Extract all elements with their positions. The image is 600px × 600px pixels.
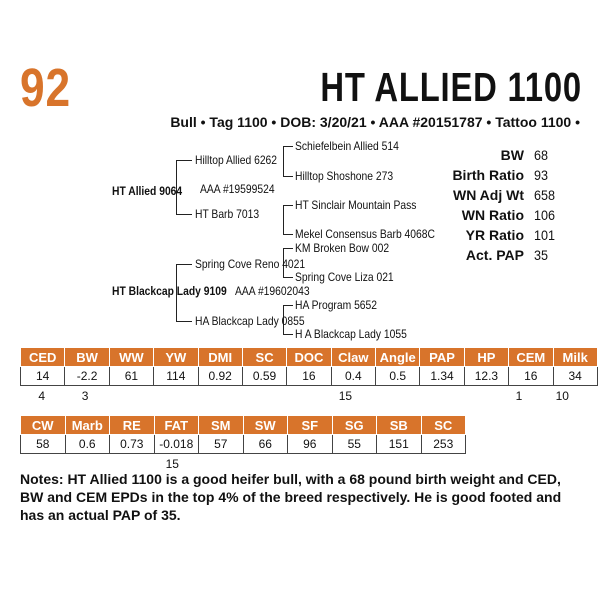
epd-header-sf: SF <box>288 416 333 435</box>
epd-percentile-fat: 15 <box>165 457 179 471</box>
sire-sire-sire: Schiefelbein Allied 514 <box>295 139 399 153</box>
epd-value-ww: 61 <box>109 367 153 386</box>
stat-label: WN Adj Wt <box>452 187 524 203</box>
sire-dam-sire: HT Sinclair Mountain Pass <box>295 198 417 212</box>
stat-value: 101 <box>534 227 556 243</box>
sire-sire: Hilltop Allied 6262 <box>195 153 278 167</box>
dam-sire: Spring Cove Reno 4021 <box>195 257 306 271</box>
epd-value-dmi: 0.92 <box>198 367 242 386</box>
epd-header-sb: SB <box>377 416 422 435</box>
epd-header-yw: YW <box>154 348 198 367</box>
epd-value-pap: 1.34 <box>420 367 464 386</box>
epd-value-row <box>21 367 598 386</box>
dam-sire-sire: KM Broken Bow 002 <box>295 241 390 255</box>
stat-value: 35 <box>534 247 549 263</box>
epd-value-fat: -0.018 <box>154 435 199 454</box>
epd-header-milk: Milk <box>553 348 597 367</box>
epd-value-row <box>21 435 466 454</box>
epd-value-sc: 253 <box>421 435 466 454</box>
epd-value-bw: -2.2 <box>65 367 109 386</box>
epd-value-yw: 114 <box>154 367 198 386</box>
dam-dam-dam: H A Blackcap Lady 1055 <box>295 327 407 341</box>
epd-value-doc: 16 <box>287 367 331 386</box>
epd-header-hp: HP <box>464 348 508 367</box>
stat-row <box>450 145 580 165</box>
epd-header-sw: SW <box>243 416 288 435</box>
epd-value-hp: 12.3 <box>464 367 508 386</box>
sire-name: HT Allied 9064 <box>112 184 183 198</box>
epd-header-row <box>21 348 598 367</box>
epd-header-marb: Marb <box>65 416 110 435</box>
dam-dam: HA Blackcap Lady 0855 <box>195 314 305 328</box>
stat-row <box>450 165 580 185</box>
sire-sire-dam: Hilltop Shoshone 273 <box>295 169 394 183</box>
stat-label: Birth Ratio <box>452 167 524 183</box>
epd-value-marb: 0.6 <box>65 435 110 454</box>
epd-header-sm: SM <box>199 416 244 435</box>
dam-name: HT Blackcap Lady 9109 <box>112 284 227 298</box>
epd-value-re: 0.73 <box>110 435 155 454</box>
epd-value-sc: 0.59 <box>242 367 286 386</box>
epd-value-sm: 57 <box>199 435 244 454</box>
sire-registration: AAA #19599524 <box>200 182 275 196</box>
epd-header-claw: Claw <box>331 348 375 367</box>
epd-value-sb: 151 <box>377 435 422 454</box>
epd-header-bw: BW <box>65 348 109 367</box>
epd-header-doc: DOC <box>287 348 331 367</box>
stat-row <box>450 225 580 245</box>
notes: Notes: HT Allied 1100 is a good heifer bull, with a 68 pound birth weight and CED, BW and CEM EPDs in the top 4% of the breed respectively. He is good footed and has an actual PAP of 35. <box>20 471 562 523</box>
epd-value-cw: 58 <box>21 435 66 454</box>
dam-dam-sire: HA Program 5652 <box>295 298 378 312</box>
stat-label: Act. PAP <box>465 247 524 263</box>
epd-value-milk: 34 <box>553 367 597 386</box>
performance-stats <box>450 145 580 265</box>
epd-header-fat: FAT <box>154 416 199 435</box>
epd-value-sw: 66 <box>243 435 288 454</box>
epd-percentile-milk: 10 <box>555 389 569 403</box>
stat-row <box>450 185 580 205</box>
epd-value-sf: 96 <box>288 435 333 454</box>
epd-header-cem: CEM <box>509 348 553 367</box>
epd-header-dmi: DMI <box>198 348 242 367</box>
epd-header-cw: CW <box>21 416 66 435</box>
stat-label: WN Ratio <box>461 207 524 223</box>
epd-header-sc: SC <box>242 348 286 367</box>
epd-header-ww: WW <box>109 348 153 367</box>
epd-percentile-cem: 1 <box>515 389 523 403</box>
stat-value: 106 <box>534 207 556 223</box>
epd-header-re: RE <box>110 416 155 435</box>
epd-header-row <box>21 416 466 435</box>
animal-name: HT ALLIED 1100 <box>320 64 582 110</box>
sire-dam-dam: Mekel Consensus Barb 4068C <box>295 227 435 241</box>
epd-value-claw: 0.4 <box>331 367 375 386</box>
epd-table-2 <box>20 415 466 454</box>
sire-line <box>112 182 194 200</box>
stat-row <box>450 205 580 225</box>
info-line: Bull • Tag 1100 • DOB: 3/20/21 • AAA #20151787 • Tattoo 1100 • <box>170 114 580 130</box>
stat-value: 68 <box>534 147 549 163</box>
stat-value: 658 <box>534 187 556 203</box>
epd-value-cem: 16 <box>509 367 553 386</box>
dam-registration: AAA #19602043 <box>235 284 310 298</box>
stat-label: YR Ratio <box>465 227 524 243</box>
epd-value-angle: 0.5 <box>376 367 420 386</box>
stat-row <box>450 245 580 265</box>
epd-percentile-bw: 3 <box>81 389 89 403</box>
epd-value-ced: 14 <box>21 367 65 386</box>
epd-value-sg: 55 <box>332 435 377 454</box>
epd-header-ced: CED <box>21 348 65 367</box>
epd-percentile-ced: 4 <box>38 389 46 403</box>
stat-value: 93 <box>534 167 549 183</box>
dam-sire-dam: Spring Cove Liza 021 <box>295 270 394 284</box>
epd-table-1 <box>20 347 598 386</box>
epd-percentile-claw: 15 <box>338 389 353 403</box>
epd-header-sc: SC <box>421 416 466 435</box>
lot-number: 92 <box>20 58 71 118</box>
stat-label: BW <box>500 147 524 163</box>
sire-dam: HT Barb 7013 <box>195 207 260 221</box>
epd-header-sg: SG <box>332 416 377 435</box>
epd-header-pap: PAP <box>420 348 464 367</box>
epd-header-angle: Angle <box>376 348 420 367</box>
